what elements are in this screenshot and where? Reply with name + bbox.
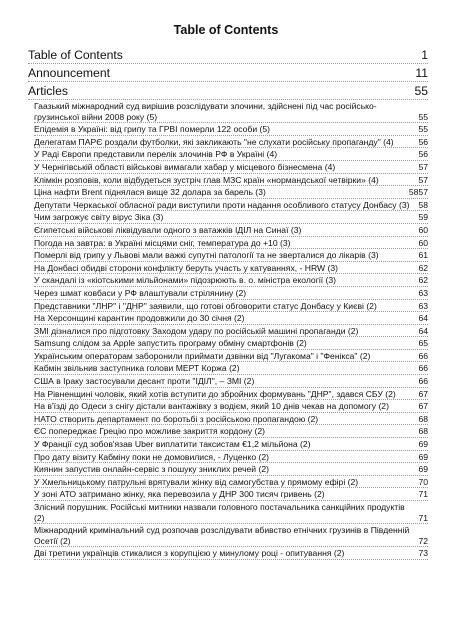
article-title: США в Іраку застосували десант проти "ІДІЛ", – ЗМІ (2) [34,376,255,387]
toc-entry-table-of-contents[interactable] [28,47,428,64]
article-page: 71 [418,512,428,523]
toc-entry-title: Articles [28,84,68,98]
toc-entry-title: Table of Contents [28,48,123,62]
article-entry[interactable] [34,275,428,287]
article-entry[interactable] [34,238,428,250]
article-page: 64 [418,313,428,324]
toc-entry-page: 55 [414,84,428,98]
article-title: Чим загрожує світу вірус Зіка (3) [34,212,164,223]
article-page: 66 [418,363,428,374]
article-entry[interactable] [34,452,428,464]
article-page: 59 [418,212,428,223]
article-title: У зоні АТО затримано жінку, яка перевозила у ДНР 300 тисяч гривень (2) [34,489,325,500]
article-page: 71 [418,489,428,500]
article-entry[interactable] [34,363,428,375]
toc-entry-title: Announcement [28,66,110,80]
article-title: Представники "ЛНР" і "ДНР" заявили, що готові обговорити статус Донбасу у Києві (2) [34,300,377,311]
article-entry[interactable] [34,439,428,451]
toc-entry-articles[interactable] [28,83,428,100]
article-title: Кабмін звільнив заступника голови МЕРТ Коржа (2) [34,363,240,374]
article-page: 72 [418,535,428,546]
article-title: У скандалі із «кіотськими мільйонами» підозрюють в. о. міністра екології (3) [34,275,337,286]
article-title: На Донбасі обидві сторони конфлікту беруть участь у катуваннях, - HRW (3) [34,262,339,273]
article-page: 70 [418,476,428,487]
article-page: 62 [418,262,428,273]
article-entry[interactable] [34,137,428,149]
article-entry[interactable] [34,149,428,161]
toc-entry-page: 1 [421,48,428,62]
article-page: 67 [418,388,428,399]
article-page: 73 [418,548,428,559]
article-entry[interactable] [34,477,428,489]
article-title: Погода на завтра: в Україні місцями сніг, температура до +10 (3) [34,237,291,248]
toc-entry-announcement[interactable] [28,65,428,82]
article-entry[interactable] [34,187,428,199]
article-page: 55 [418,111,428,122]
article-title: Клімкін розповів, коли відбудеться зустріч глав МЗС країн «нормандської четвірки» (4) [34,174,379,185]
article-title: Злісний порушник. Російські митники назвали головного постачальника санкційних продуктів (2) [34,502,405,523]
article-page: 56 [418,149,428,160]
article-title: Про дату візиту Кабміну поки не домовилися, - Луценко (2) [34,451,269,462]
article-page: 68 [418,426,428,437]
article-title: Ціна нафти Brent піднялася вище 32 долара за барель (3) [34,187,266,198]
article-title: Делегатам ПАРЄ роздали футболки, які закликають "не слухати російську пропаганду" (4) [34,136,394,147]
article-title: Через шмат ковбаси у РФ влаштували стрілянину (2) [34,287,247,298]
article-title: Українським операторам заборонили приймати дзвінки від "Лугакома" і "Фенікса" (2) [34,350,371,361]
article-page: 64 [418,325,428,336]
article-page: 55 [418,124,428,135]
article-page: 67 [418,401,428,412]
article-entry[interactable] [34,464,428,476]
article-title: ЄС попереджає Грецію про можливе закриття кордону (2) [34,426,266,437]
article-entry[interactable] [34,175,428,187]
article-entry[interactable] [34,288,428,300]
article-entry[interactable] [34,525,428,547]
article-title: На в'їзді до Одеси з снігу дістали вантажівку з водієм, який 10 днів чекав на допомогу (2) [34,401,389,412]
article-title: Дві третини українців стикалися з корупцією у минулому році - опитування (2) [34,548,345,559]
article-page: 68 [418,413,428,424]
article-page: 60 [418,237,428,248]
article-page: 58 [418,199,428,210]
article-title: Гаазький міжнародний суд вирішив розслідувати злочини, здійснені під час російсько-грузинської війни 2008 року (5) [34,101,377,122]
article-title: У Раді Європи представили перелік злочинів РФ в Україні (4) [34,149,278,160]
article-entry[interactable] [34,101,428,123]
article-title: ЗМІ дізналися про підготовку Заходом удару по російській машині пропаганди (2) [34,325,359,336]
article-page: 5857 [408,187,428,198]
articles-list [34,101,428,560]
article-page: 57 [418,174,428,185]
article-entry[interactable] [34,489,428,501]
article-title: У Франції суд зобов'язав Uber виплатити таксистам €1,2 мільйона (2) [34,439,311,450]
article-page: 66 [418,350,428,361]
article-page: 65 [418,338,428,349]
article-title: Депутати Черкаської обласної ради виступили проти надання особливого статусу Донбасу (3) [34,199,410,210]
toc-entry-page: 11 [415,66,428,80]
article-title: Померлі від грипу у Львові мали важкі супутні патології та не зверталися до лікарів (3) [34,250,379,261]
article-entry[interactable] [34,162,428,174]
article-title: НАТО створить департамент по боротьбі з російською пропагандою (2) [34,413,319,424]
article-entry[interactable] [34,502,428,524]
article-entry[interactable] [34,326,428,338]
article-page: 69 [418,451,428,462]
article-page: 56 [418,136,428,147]
article-title: У Чернігівській області військові вимагали хабар у місцевого бізнесмена (4) [34,161,336,172]
article-page: 63 [418,287,428,298]
article-page: 66 [418,376,428,387]
article-entry[interactable] [34,301,428,313]
article-title: На Рівненщині чоловік, який хотів вступити до збройних формувань "ДНР", здався СБУ (2) [34,388,396,399]
article-title: На Херсонщині карантин продовжили до 30 січня (2) [34,313,245,324]
article-entry[interactable] [34,376,428,388]
article-entry[interactable] [34,263,428,275]
article-page: 61 [418,250,428,261]
article-entry[interactable] [34,225,428,237]
article-page: 57 [418,161,428,172]
article-entry[interactable] [34,212,428,224]
article-entry[interactable] [34,200,428,212]
article-entry[interactable] [34,351,428,363]
article-page: 63 [418,300,428,311]
article-entry[interactable] [34,548,428,560]
article-page: 69 [418,439,428,450]
table-of-contents [28,47,428,561]
article-entry[interactable] [34,124,428,136]
article-page: 69 [418,464,428,475]
article-title: Samsung слідом за Apple запустить програму обміну смартфонів (2) [34,338,307,349]
article-entry[interactable] [34,338,428,350]
article-entry[interactable] [34,389,428,401]
article-entry[interactable] [34,401,428,413]
article-entry[interactable] [34,250,428,262]
article-title: Єгипетські військові ліквідували одного з ватажків ІДІЛ на Синаї (3) [34,224,302,235]
article-title: Киянин запустив онлайн-сервіс з пошуку зниклих речей (2) [34,464,269,475]
article-title: У Хмельницькому патрульні врятували жінку від самогубства у прямому ефірі (2) [34,476,359,487]
page-title: Table of Contents [173,23,279,37]
article-entry[interactable] [34,426,428,438]
article-page: 60 [418,224,428,235]
article-title: Епідемія в Україні: від грипу та ГРВІ померли 122 особи (5) [34,124,271,135]
article-entry[interactable] [34,414,428,426]
article-page: 62 [418,275,428,286]
article-entry[interactable] [34,313,428,325]
article-title: Міжнародний кримінальний суд розпочав розслідувати вбивство етнічних грузинів в Південній Осетії (2) [34,525,410,546]
